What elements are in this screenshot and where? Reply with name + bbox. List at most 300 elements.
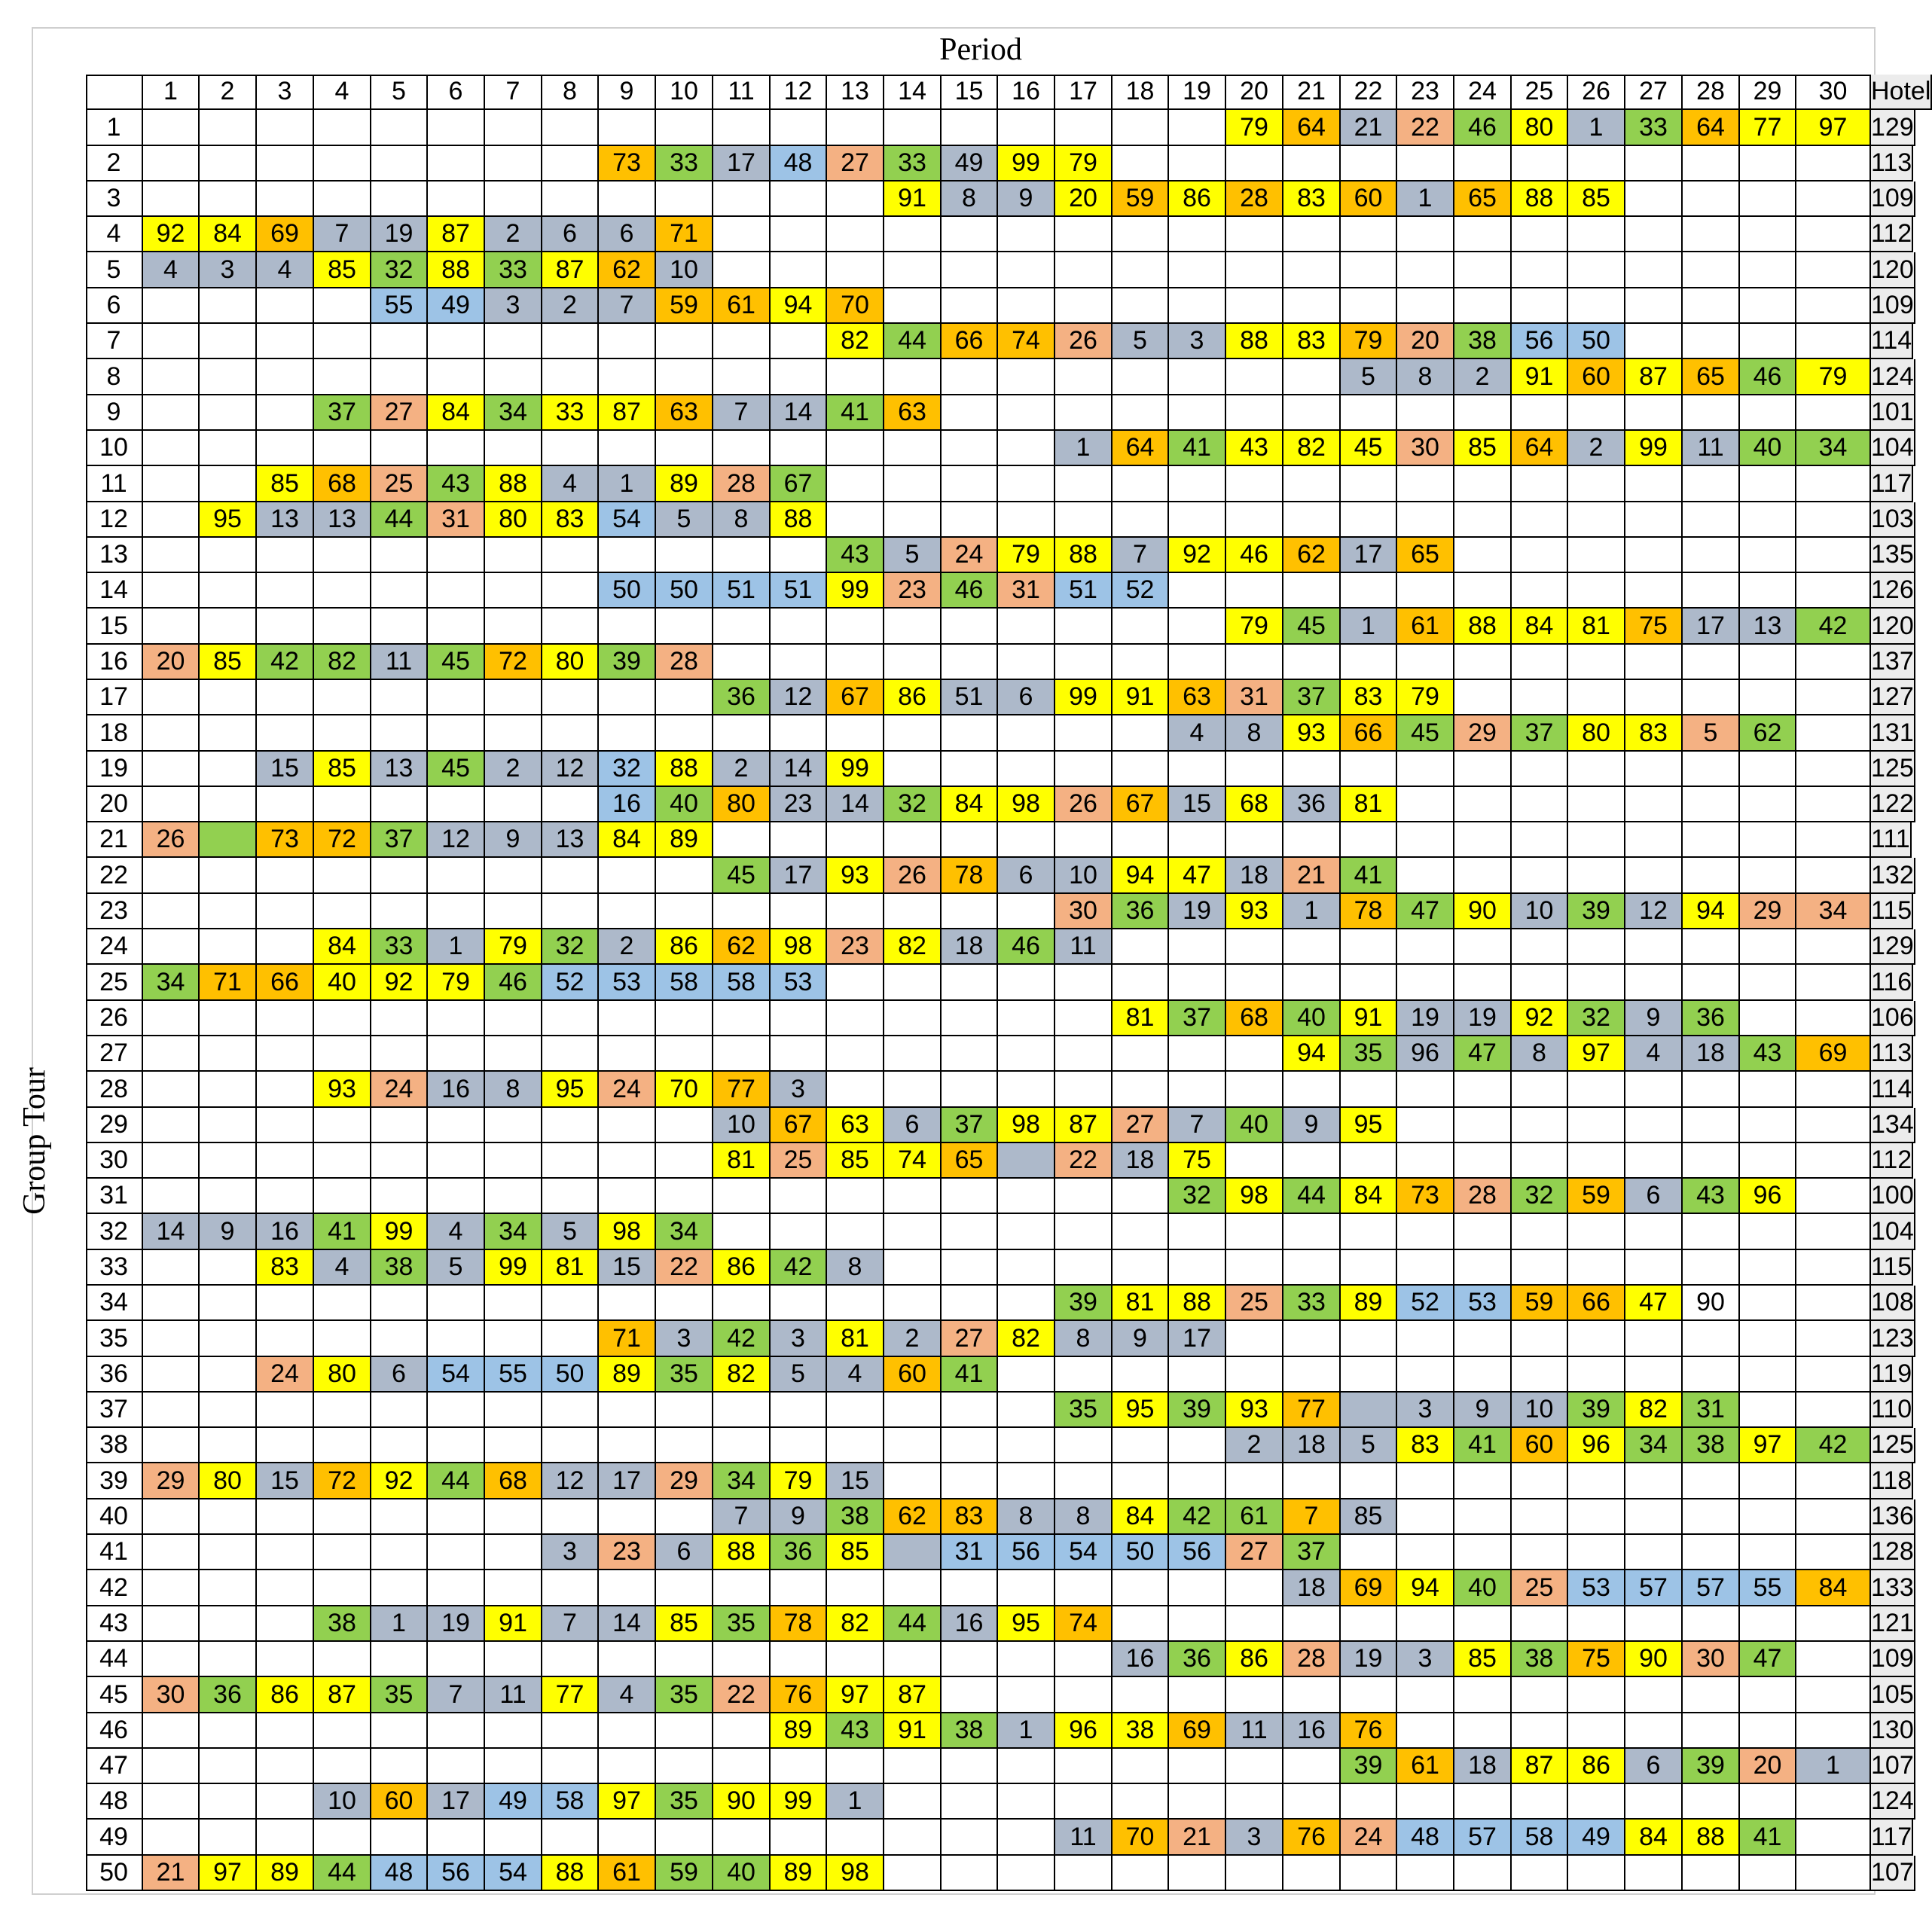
empty-cell [1568,1250,1625,1286]
schedule-cell: 96 [1055,1713,1113,1749]
empty-cell [1169,1357,1226,1393]
schedule-cell: 75 [1169,1143,1226,1179]
schedule-cell: 71 [599,1321,656,1357]
empty-cell [542,1286,599,1321]
empty-cell [1740,288,1796,324]
empty-cell [599,182,656,217]
group-tour-label-cell: 46 [86,1713,143,1749]
schedule-cell: 41 [1454,1428,1512,1463]
empty-cell [1568,1143,1625,1179]
empty-cell [1740,752,1796,787]
schedule-cell: 82 [1625,1393,1683,1428]
empty-cell [998,1001,1055,1036]
empty-cell [1113,715,1169,752]
schedule-cell: 50 [656,573,713,609]
empty-cell [314,680,371,715]
empty-cell [143,752,200,787]
empty-cell [200,573,257,609]
schedule-cell: 20 [1055,182,1113,217]
empty-cell [1341,288,1397,324]
empty-cell [1683,929,1740,965]
schedule-cell: 12 [542,752,599,787]
empty-cell [143,1321,200,1357]
empty-cell [1683,1606,1740,1642]
schedule-cell: 14 [827,787,884,822]
empty-cell [143,502,200,538]
empty-cell [1226,217,1283,252]
empty-cell [1226,965,1283,1001]
schedule-cell: 67 [771,1108,827,1143]
empty-cell [1226,929,1283,965]
empty-cell [257,431,314,466]
schedule-cell: 61 [599,1856,656,1891]
empty-cell [656,431,713,466]
schedule-cell: 15 [599,1250,656,1286]
empty-cell [1454,217,1512,252]
empty-cell [371,858,428,894]
hotel-value-cell: 136 [1871,1499,1915,1535]
empty-cell [1397,822,1454,858]
empty-cell [1113,1856,1169,1891]
schedule-cell: 32 [542,929,599,965]
hotel-value-cell: 129 [1871,929,1915,965]
empty-cell [1454,1713,1512,1749]
empty-cell [1055,1357,1113,1393]
empty-cell [1169,252,1226,288]
schedule-cell: 99 [827,752,884,787]
empty-cell [1625,538,1683,573]
schedule-cell: 36 [1113,894,1169,929]
empty-cell [143,1001,200,1036]
empty-cell [998,1250,1055,1286]
schedule-cell: 32 [371,252,428,288]
hotel-value-cell: 130 [1871,1713,1915,1749]
schedule-cell: 34 [713,1463,771,1499]
schedule-cell: 38 [1512,1642,1568,1677]
schedule-cell: 41 [1169,431,1226,466]
empty-cell [827,965,884,1001]
schedule-cell: 57 [1454,1820,1512,1856]
empty-cell [713,645,771,680]
empty-cell [1740,1606,1796,1642]
empty-cell [143,359,200,395]
schedule-cell: 27 [942,1321,998,1357]
empty-cell [771,822,827,858]
schedule-cell: 32 [1568,1001,1625,1036]
schedule-cell: 98 [998,1108,1055,1143]
empty-cell [942,1820,998,1856]
empty-cell [1796,1286,1871,1321]
empty-cell [1796,466,1871,502]
empty-cell [1796,324,1871,359]
empty-cell [1796,252,1871,288]
schedule-cell: 60 [1512,1428,1568,1463]
empty-cell [1226,1036,1283,1072]
period-header-cell: 29 [1740,75,1796,110]
schedule-cell: 59 [1512,1286,1568,1321]
empty-cell [599,680,656,715]
schedule-cell: 84 [1341,1179,1397,1214]
empty-cell [1683,822,1740,858]
empty-cell [827,466,884,502]
empty-cell [1113,609,1169,645]
empty-cell [1169,1250,1226,1286]
empty-cell [713,1820,771,1856]
empty-cell [485,431,542,466]
schedule-cell: 46 [485,965,542,1001]
schedule-cell: 4 [143,252,200,288]
empty-cell [143,1072,200,1108]
empty-cell [1683,965,1740,1001]
empty-cell [371,359,428,395]
empty-cell [1683,217,1740,252]
empty-cell [200,146,257,182]
schedule-cell: 30 [1397,431,1454,466]
empty-cell [1625,182,1683,217]
schedule-cell: 16 [1113,1642,1169,1677]
empty-cell [1568,787,1625,822]
empty-cell [1113,1214,1169,1250]
empty-cell [1169,288,1226,324]
empty-cell [1796,1250,1871,1286]
group-tour-label: Group Tour [17,1067,52,1215]
hotel-value-cell: 107 [1871,1749,1915,1784]
group-tour-label-cell: 5 [86,252,143,288]
empty-cell [428,1570,485,1606]
empty-cell [485,1286,542,1321]
empty-cell [314,1570,371,1606]
empty-cell [771,1749,827,1784]
group-tour-label-cell: 6 [86,288,143,324]
empty-cell [1796,1856,1871,1891]
schedule-cell: 79 [771,1463,827,1499]
schedule-cell: 78 [942,858,998,894]
schedule-cell: 23 [827,929,884,965]
empty-cell [1169,1570,1226,1606]
schedule-cell: 11 [371,645,428,680]
empty-cell [1512,538,1568,573]
empty-cell [656,858,713,894]
group-tour-label-cell: 44 [86,1642,143,1677]
empty-cell [257,1143,314,1179]
schedule-cell: 83 [542,502,599,538]
empty-cell [542,1642,599,1677]
empty-cell [1796,538,1871,573]
schedule-cell: 12 [428,822,485,858]
schedule-cell: 93 [1283,715,1341,752]
period-header-cell: 20 [1226,75,1283,110]
empty-cell [1397,965,1454,1001]
empty-cell [143,573,200,609]
empty-cell [1796,502,1871,538]
schedule-cell: 61 [1397,609,1454,645]
empty-cell [314,1143,371,1179]
empty-cell [1512,1321,1568,1357]
empty-cell [998,1428,1055,1463]
empty-cell [1341,1856,1397,1891]
schedule-cell: 10 [314,1784,371,1820]
empty-cell [599,1713,656,1749]
empty-cell [143,1784,200,1820]
empty-cell [143,288,200,324]
empty-cell [1625,1499,1683,1535]
schedule-cell: 3 [200,252,257,288]
schedule-cell: 93 [827,858,884,894]
empty-cell [1283,752,1341,787]
schedule-cell: 92 [371,965,428,1001]
empty-cell [1283,466,1341,502]
empty-cell [1283,1784,1341,1820]
group-tour-label-cell: 48 [86,1784,143,1820]
empty-cell [1625,858,1683,894]
schedule-cell: 80 [713,787,771,822]
empty-cell [200,787,257,822]
empty-cell [884,252,942,288]
empty-cell [998,1820,1055,1856]
empty-cell [1397,1357,1454,1393]
empty-cell [771,1820,827,1856]
empty-cell [542,146,599,182]
schedule-cell: 89 [1341,1286,1397,1321]
schedule-cell: 74 [884,1143,942,1179]
empty-cell [1169,965,1226,1001]
empty-cell [1625,1214,1683,1250]
hotel-value-cell: 124 [1871,359,1915,395]
empty-cell [1341,1143,1397,1179]
schedule-cell: 84 [942,787,998,822]
schedule-cell: 39 [1568,1393,1625,1428]
schedule-cell: 2 [599,929,656,965]
empty-cell [1397,752,1454,787]
empty-cell [713,1642,771,1677]
empty-cell [1796,1072,1871,1108]
schedule-cell: 90 [1625,1642,1683,1677]
group-tour-label-cell: 30 [86,1143,143,1179]
schedule-cell: 43 [1226,431,1283,466]
empty-cell [942,252,998,288]
schedule-cell: 55 [371,288,428,324]
empty-cell [257,680,314,715]
schedule-cell: 81 [713,1143,771,1179]
empty-cell [1055,359,1113,395]
schedule-cell: 42 [771,1250,827,1286]
empty-cell [1568,858,1625,894]
schedule-cell: 17 [1683,609,1740,645]
schedule-cell: 18 [1113,1143,1169,1179]
empty-cell [1740,1143,1796,1179]
empty-cell [200,929,257,965]
empty-cell [771,645,827,680]
empty-cell [200,1820,257,1856]
schedule-cell: 43 [428,466,485,502]
empty-cell [599,1820,656,1856]
schedule-cell: 66 [1568,1286,1625,1321]
empty-cell [257,1286,314,1321]
schedule-cell: 15 [257,1463,314,1499]
period-header-cell: 25 [1512,75,1568,110]
schedule-cell: 86 [1226,1642,1283,1677]
schedule-cell: 10 [1512,1393,1568,1428]
schedule-cell: 73 [257,822,314,858]
schedule-cell: 8 [1055,1321,1113,1357]
schedule-cell: 14 [771,395,827,431]
empty-cell [542,1713,599,1749]
empty-cell [1113,288,1169,324]
empty-cell [485,110,542,146]
hotel-value-cell: 117 [1871,466,1913,502]
empty-cell [998,466,1055,502]
empty-cell [1454,1856,1512,1891]
empty-cell [1568,288,1625,324]
empty-cell [143,894,200,929]
empty-cell [1113,1428,1169,1463]
empty-cell [1226,395,1283,431]
schedule-cell: 2 [1568,431,1625,466]
empty-cell [1283,1463,1341,1499]
schedule-cell: 2 [884,1321,942,1357]
schedule-cell: 33 [656,146,713,182]
schedule-cell: 23 [884,573,942,609]
hotel-value-cell: 103 [1871,502,1915,538]
empty-cell [599,715,656,752]
schedule-cell: 70 [656,1072,713,1108]
period-header-cell: 7 [485,75,542,110]
empty-cell [1568,573,1625,609]
schedule-cell: 12 [542,1463,599,1499]
schedule-cell: 85 [200,645,257,680]
empty-cell [884,822,942,858]
empty-cell [1796,858,1871,894]
corner-cell [86,75,143,110]
schedule-cell: 24 [599,1072,656,1108]
schedule-cell: 79 [1226,110,1283,146]
schedule-cell: 4 [1625,1036,1683,1072]
schedule-cell: 88 [1169,1286,1226,1321]
schedule-cell: 95 [1341,1108,1397,1143]
empty-cell [1512,1214,1568,1250]
schedule-cell: 79 [1796,359,1871,395]
empty-cell [884,645,942,680]
empty-cell [998,609,1055,645]
schedule-cell: 91 [884,182,942,217]
schedule-cell: 44 [428,1463,485,1499]
empty-cell [1740,1856,1796,1891]
schedule-cell: 4 [314,1250,371,1286]
empty-cell [1454,395,1512,431]
empty-cell [771,182,827,217]
empty-cell [200,359,257,395]
empty-cell [371,1036,428,1072]
empty-cell [656,324,713,359]
empty-cell [1512,146,1568,182]
schedule-cell: 79 [1341,324,1397,359]
schedule-cell: 51 [771,573,827,609]
schedule-cell: 25 [1512,1570,1568,1606]
empty-cell [1625,1072,1683,1108]
schedule-cell: 26 [1055,787,1113,822]
schedule-cell: 2 [1454,359,1512,395]
empty-cell [827,1570,884,1606]
group-tour-label-cell: 49 [86,1820,143,1856]
schedule-cell: 40 [656,787,713,822]
schedule-cell: 85 [1568,182,1625,217]
empty-cell [1397,502,1454,538]
group-tour-label-cell: 11 [86,466,143,502]
schedule-cell: 20 [1397,324,1454,359]
empty-cell [1683,1784,1740,1820]
empty-cell [1625,645,1683,680]
schedule-cell: 28 [1283,1642,1341,1677]
schedule-cell: 46 [998,929,1055,965]
empty-cell [1512,1463,1568,1499]
empty-cell [599,609,656,645]
empty-cell [314,288,371,324]
empty-cell [314,431,371,466]
empty-cell [599,538,656,573]
schedule-cell: 47 [1625,1286,1683,1321]
empty-cell [998,1393,1055,1428]
empty-cell [200,858,257,894]
schedule-cell: 61 [713,288,771,324]
schedule-cell: 87 [1512,1749,1568,1784]
empty-cell [314,1749,371,1784]
empty-cell [713,1001,771,1036]
empty-cell [257,929,314,965]
empty-cell [200,431,257,466]
hotel-value-cell: 112 [1871,217,1913,252]
schedule-cell: 79 [1397,680,1454,715]
schedule-cell: 63 [884,395,942,431]
empty-cell [371,1749,428,1784]
group-tour-label-cell: 3 [86,182,143,217]
schedule-cell: 81 [1113,1286,1169,1321]
empty-cell [314,146,371,182]
empty-cell [998,645,1055,680]
empty-cell [1283,217,1341,252]
schedule-cell: 97 [1796,110,1871,146]
empty-cell [257,1713,314,1749]
empty-cell [1625,822,1683,858]
schedule-cell: 16 [428,1072,485,1108]
empty-cell [1055,217,1113,252]
empty-cell [371,715,428,752]
schedule-cell: 57 [1683,1570,1740,1606]
schedule-cell: 1 [1341,609,1397,645]
schedule-cell: 86 [656,929,713,965]
empty-cell [1055,1784,1113,1820]
empty-cell [656,1570,713,1606]
schedule-cell: 96 [1568,1428,1625,1463]
empty-cell [1796,787,1871,822]
empty-cell [1397,1072,1454,1108]
schedule-cell: 25 [371,466,428,502]
empty-cell [942,466,998,502]
empty-cell [485,894,542,929]
empty-cell [1796,395,1871,431]
empty-cell [942,1570,998,1606]
empty-cell [1397,858,1454,894]
empty-cell [942,822,998,858]
empty-cell [884,359,942,395]
group-tour-label-cell: 50 [86,1856,143,1891]
schedule-cell: 1 [827,1784,884,1820]
empty-cell [371,1179,428,1214]
group-tour-label-cell: 39 [86,1463,143,1499]
empty-cell [1226,466,1283,502]
period-header-cell: 3 [257,75,314,110]
empty-cell [542,1499,599,1535]
group-tour-label-cell: 25 [86,965,143,1001]
